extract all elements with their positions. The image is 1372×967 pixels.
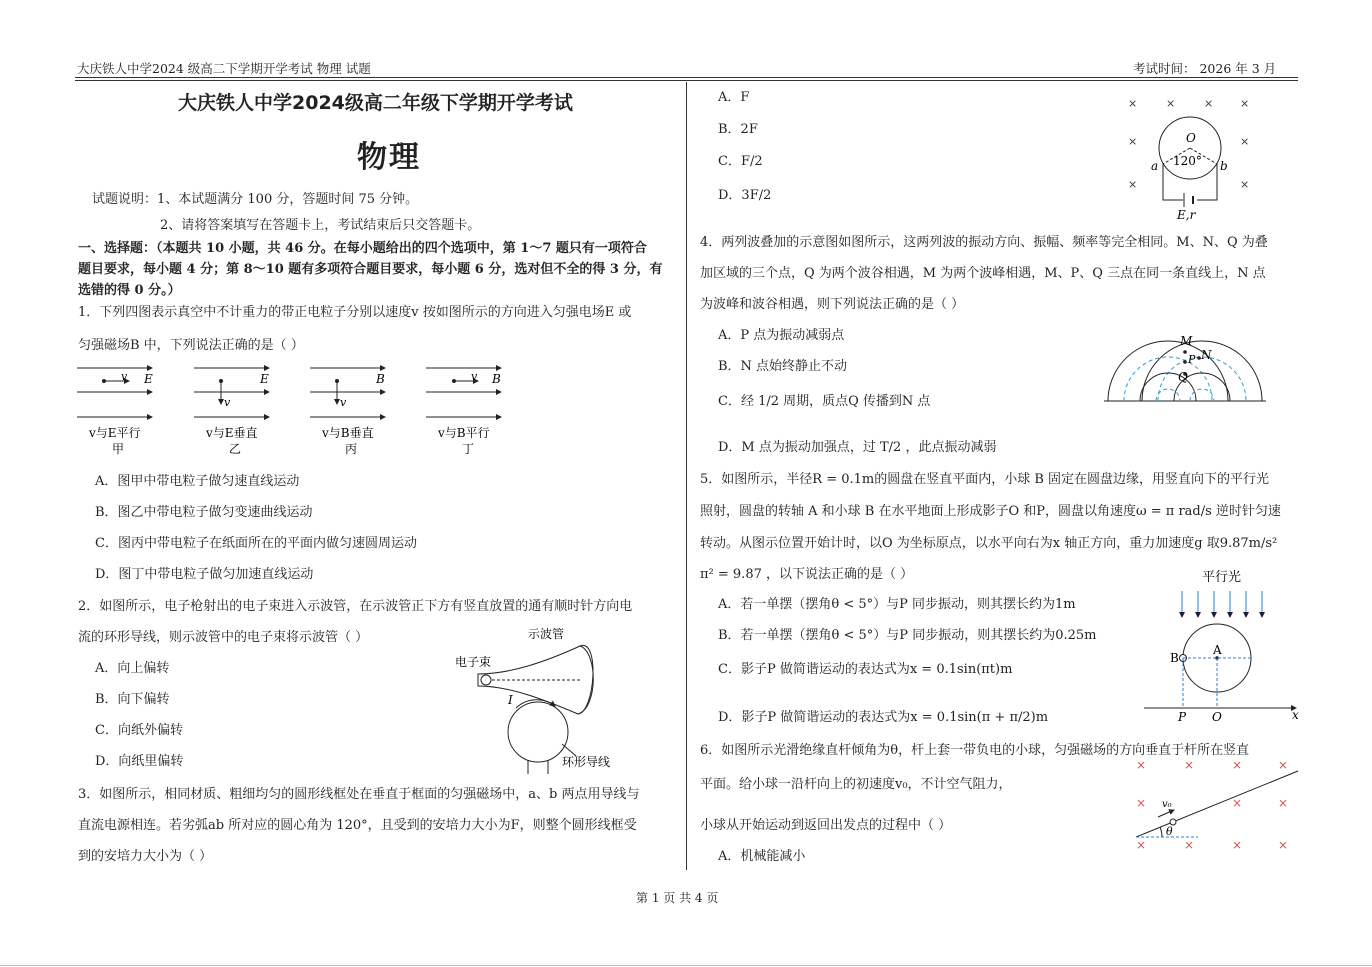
q2-option-b: B．向下偏转 — [95, 692, 170, 707]
q4-option-b: B．N 点始终静止不动 — [718, 359, 848, 374]
q5-light-label: 平行光 — [1202, 570, 1242, 585]
q1-fig-jia-label: 甲 — [112, 442, 125, 456]
q5-B-label: B — [1170, 651, 1179, 665]
q3-cross: × — [1166, 97, 1176, 110]
q6-cross: × — [1232, 838, 1243, 852]
q1-option-c: C．图丙中带电粒子在纸面所在的平面内做匀速圆周运动 — [95, 536, 417, 551]
q3-center-label: O — [1186, 131, 1196, 145]
page-bottom-rule — [0, 965, 1372, 966]
section-line-2: 题目要求，每小题 4 分；第 8～10 题有多项符合题目要求，每小题 6 分，选对但不全的得 3 分，有 — [78, 262, 663, 277]
q2-stem-2: 流的环形导线，则示波管中的电子束将示波管（ ） — [78, 630, 369, 645]
q3-cross: × — [1128, 178, 1138, 191]
q5-O-label: O — [1212, 710, 1222, 724]
q6-v0-label: v₀ — [1162, 799, 1172, 810]
q2-option-d: D．向纸里偏转 — [95, 754, 184, 769]
q2-loop-label: 环形导线 — [562, 755, 611, 769]
q1-fig-jia-v: v — [121, 370, 128, 383]
q5-option-a: A．若一单摆（摆角θ < 5°）与P 同步振动，则其摆长约为1m — [718, 597, 1076, 612]
q4-stem-1: 4．两列波叠加的示意图如图所示，这两列波的振动方向、振幅、频率等完全相同。M、N、Q 为叠 — [700, 235, 1268, 250]
q4-option-c: C．经 1/2 周期，质点Q 传播到N 点 — [718, 394, 931, 409]
q1-fig-ding-caption: v与B平行 — [438, 426, 490, 440]
q6-stem-3: 小球从开始运动到返回出发点的过程中（ ） — [700, 818, 952, 833]
q1-fig-bing-v: v — [340, 396, 347, 409]
q5-stem-1: 5．如图所示，半径R = 0.1m的圆盘在竖直平面内，小球 B 固定在圆盘边缘，用竖直向下的平行光 — [700, 472, 1270, 487]
q3-cross: × — [1240, 135, 1250, 148]
q1-fig-yi — [194, 368, 269, 456]
q2-beam-label: 电子束 — [455, 655, 492, 669]
q6-option-a: A．机械能减小 — [718, 849, 806, 864]
q1-fig-ding-label: 丁 — [462, 442, 475, 456]
q4-option-a: A．P 点为振动减弱点 — [718, 328, 845, 343]
q1-fig-ding — [426, 368, 501, 456]
q2-figure — [450, 622, 640, 774]
q6-theta-label: θ — [1166, 825, 1173, 838]
q5-A-label: A — [1213, 643, 1222, 657]
q1-fig-yi-v: v — [224, 396, 231, 409]
q3-source-label: E,r — [1177, 208, 1196, 222]
q1-option-d: D．图丁中带电粒子做匀加速直线运动 — [95, 567, 314, 582]
q1-fig-yi-label: 乙 — [229, 442, 242, 456]
q4-figure — [1100, 330, 1270, 405]
q4-stem-3: 为波峰和波谷相遇，则下列说法正确的是（ ） — [700, 297, 965, 312]
instruction-2: 2、请将答案填写在答题卡上，考试结束后只交答题卡。 — [160, 218, 481, 233]
q3-angle-label: 120° — [1173, 154, 1202, 168]
q1-fig-bing-field: B — [376, 372, 385, 386]
q1-figure — [74, 360, 514, 460]
q3-cross: × — [1240, 178, 1250, 191]
header-left: 大庆铁人中学2024 级高二下学期开学考试 物理 试题 — [77, 61, 371, 76]
q3-option-a: A．F — [718, 90, 750, 105]
q1-fig-yi-field: E — [260, 372, 269, 386]
q5-x-label: x — [1292, 708, 1299, 722]
q5-stem-4: π² = 9.87 ，以下说法正确的是（ ） — [700, 567, 914, 582]
q3-option-c: C．F/2 — [718, 154, 763, 169]
page-footer: 第 1 页 共 4 页 — [636, 891, 719, 905]
q5-option-b: B．若一单摆（摆角θ < 5°）与P 同步振动，则其摆长约为0.25m — [718, 628, 1097, 643]
q4-option-d: D．M 点为振动加强点，过 T/2 ，此点振动减弱 — [718, 440, 997, 455]
header-right: 考试时间： 2026 年 3 月 — [1133, 61, 1277, 76]
q1-stem-2: 匀强磁场B 中，下列说法正确的是（ ） — [78, 338, 304, 353]
q6-figure — [1128, 755, 1300, 855]
q5-stem-2: 照射，圆盘的转轴 A 和小球 B 在水平地面上形成影子O 和P，圆盘以角速度ω = π rad/s 逆时针匀速 — [700, 504, 1281, 519]
q6-cross: × — [1278, 838, 1289, 852]
q1-fig-ding-v: v — [471, 370, 478, 383]
q6-cross: × — [1278, 758, 1289, 772]
q4-Q-label: Q — [1178, 370, 1188, 384]
q2-current-label: I — [508, 693, 513, 707]
q1-fig-jia-caption: v与E平行 — [89, 426, 141, 440]
q1-stem-1: 1．下列四图表示真空中不计重力的带正电粒子分别以速度v 按如图所示的方向进入匀强电场E 或 — [78, 305, 632, 320]
q4-M-label: M — [1180, 334, 1193, 348]
q2-tube-label: 示波管 — [528, 627, 565, 641]
q1-fig-jia — [77, 368, 153, 456]
q3-cross: × — [1128, 135, 1138, 148]
q5-figure — [1140, 565, 1302, 725]
q3-figure — [1120, 92, 1260, 224]
q3-cross: × — [1240, 97, 1250, 110]
q1-fig-jia-field: E — [144, 372, 153, 386]
q1-option-a: A．图甲中带电粒子做匀速直线运动 — [95, 474, 300, 489]
q4-stem-2: 加区域的三个点，Q 为两个波谷相遇，M 为两个波峰相遇，M、P、Q 三点在同一条直线上，N 点 — [700, 266, 1266, 281]
q1-option-b: B．图乙中带电粒子做匀变速曲线运动 — [95, 505, 313, 520]
column-divider — [686, 82, 687, 870]
q6-cross: × — [1136, 758, 1147, 772]
q3-stem-1: 3．如图所示，相同材质、粗细均匀的圆形线框处在垂直于框面的匀强磁场中，a、b 两点用导线与 — [78, 787, 640, 802]
q6-cross: × — [1136, 838, 1147, 852]
q2-option-c: C．向纸外偏转 — [95, 723, 183, 738]
q3-cross: × — [1204, 97, 1214, 110]
q6-cross: × — [1278, 796, 1289, 810]
q6-cross: × — [1232, 796, 1243, 810]
q5-stem-3: 转动。从图示位置开始计时，以O 为坐标原点，以水平向右为x 轴正方向，重力加速度g 取9.87m/s² — [700, 536, 1278, 551]
q3-b-label: b — [1220, 159, 1228, 173]
subject-title: 物理 — [357, 140, 421, 175]
q5-P-label: P — [1178, 710, 1187, 724]
q4-P-label: P — [1188, 353, 1196, 366]
q6-cross: × — [1184, 758, 1195, 772]
q3-option-d: D．3F/2 — [718, 188, 772, 203]
q1-fig-yi-caption: v与E垂直 — [206, 426, 258, 440]
q2-stem-1: 2．如图所示，电子枪射出的电子束进入示波管，在示波管正下方有竖直放置的通有顺时针方向电 — [78, 599, 633, 614]
q1-fig-bing-label: 丙 — [345, 442, 358, 456]
q6-stem-2: 平面。给小球一沿杆向上的初速度v₀，不计空气阻力， — [700, 777, 1012, 792]
q1-fig-bing-caption: v与B垂直 — [322, 426, 374, 440]
q1-fig-ding-field: B — [492, 372, 501, 386]
exam-title: 大庆铁人中学2024级高二年级下学期开学考试 — [178, 92, 573, 114]
q3-cross: × — [1128, 97, 1138, 110]
q3-a-label: a — [1151, 159, 1159, 173]
q4-N-label: N — [1201, 348, 1212, 362]
section-line-3: 选错的得 0 分。） — [78, 283, 181, 298]
instruction-1: 试题说明：1、本试题满分 100 分，答题时间 75 分钟。 — [92, 192, 419, 207]
section-line-1: 一、选择题：（本题共 10 小题，共 46 分。在每小题给出的四个选项中，第 1～7 题只有一项符合 — [78, 241, 647, 256]
q6-stem-1: 6．如图所示光滑绝缘直杆倾角为θ，杆上套一带负电的小球，匀强磁场的方向垂直于杆所在竖直 — [700, 743, 1250, 758]
q5-option-d: D．影子P 做简谐运动的表达式为x = 0.1sin(π + π/2)m — [718, 710, 1049, 725]
q6-cross: × — [1184, 838, 1195, 852]
header-rule — [75, 77, 1298, 78]
q3-option-b: B．2F — [718, 122, 758, 137]
header-rule-2 — [75, 80, 1298, 81]
q5-option-c: C．影子P 做简谐运动的表达式为x = 0.1sin(πt)m — [718, 662, 1013, 677]
q6-cross: × — [1136, 796, 1147, 810]
q3-stem-2: 直流电源相连。若劣弧ab 所对应的圆心角为 120°，且受到的安培力大小为F，则整个圆形线框受 — [78, 818, 637, 833]
q6-cross: × — [1232, 758, 1243, 772]
q2-option-a: A．向上偏转 — [95, 661, 170, 676]
q3-stem-3: 到的安培力大小为（ ） — [78, 849, 213, 864]
q1-fig-bing — [310, 368, 385, 456]
